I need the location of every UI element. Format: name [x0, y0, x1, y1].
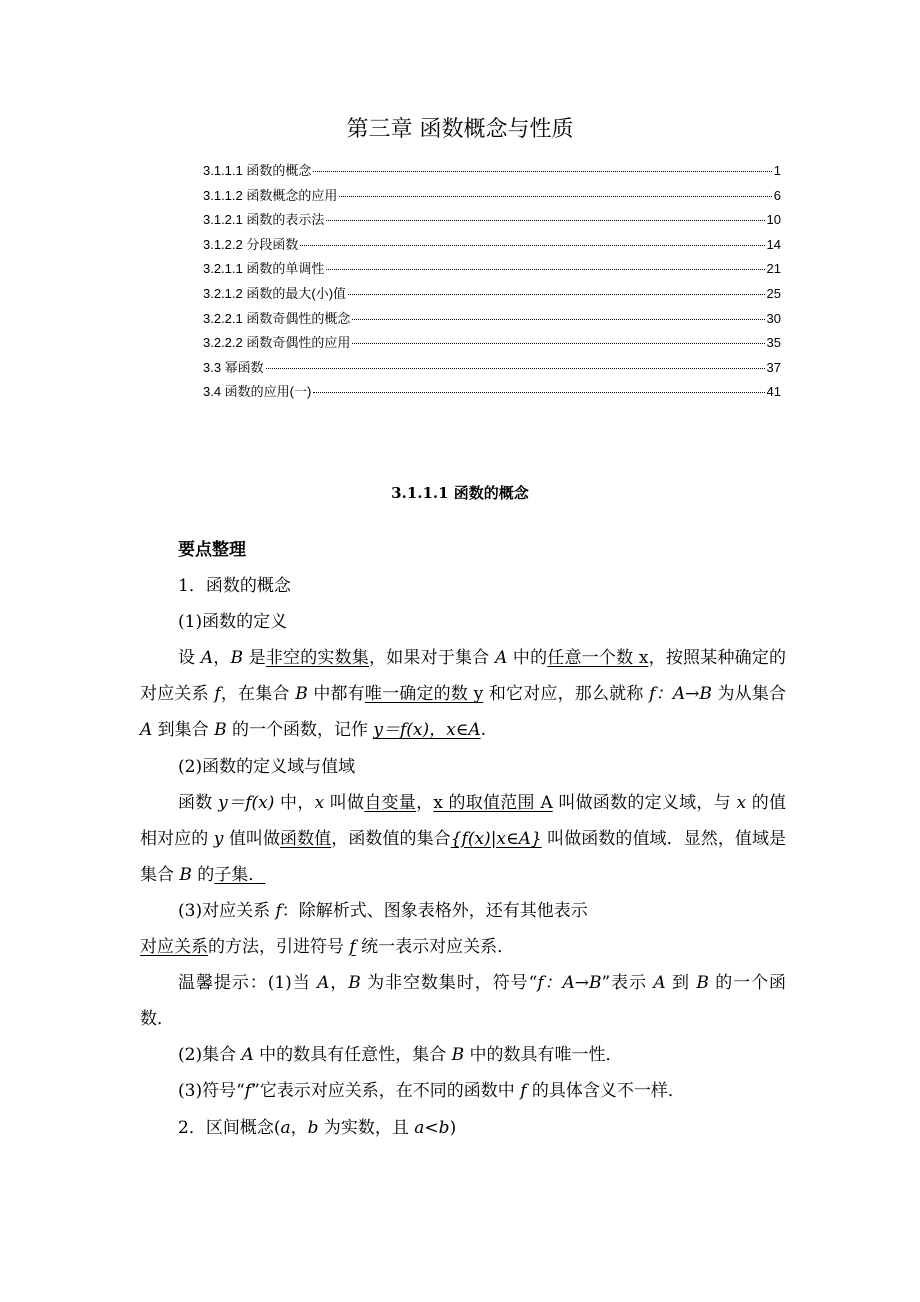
- underlined-term: 函数值: [280, 828, 332, 849]
- underlined-term: {f(x)|x∈A}: [450, 828, 542, 849]
- toc-leader-dots: [339, 196, 771, 197]
- chapter-title: 第三章 函数概念与性质: [346, 117, 574, 142]
- math-symbol: f: [275, 900, 282, 921]
- section-heading: [140, 532, 786, 568]
- text-run: 1．函数的概念: [178, 576, 291, 597]
- text-run: 叫做函数的值域．显然，值域是集合: [140, 828, 787, 885]
- toc-entry-label: 3.2.2.1 函数奇偶性的概念: [203, 310, 351, 326]
- text-run: 要点整理: [178, 540, 246, 560]
- toc-page-number: 37: [766, 359, 781, 375]
- text-run: (2)函数的定义域与值域: [178, 756, 356, 777]
- text-run: ，在集合: [220, 684, 296, 705]
- underlined-term: 对应关系: [140, 937, 208, 958]
- math-symbol: B: [179, 864, 192, 885]
- math-symbol: A: [200, 648, 214, 669]
- toc-page-number: 14: [766, 236, 781, 252]
- text-run: 中的数具有任意性，集合: [253, 1045, 452, 1066]
- text-run: 为从集合: [711, 684, 787, 705]
- toc-entry[interactable]: [203, 381, 781, 406]
- text-run: 是: [243, 648, 266, 669]
- toc-entry-label: 3.4 函数的应用(一): [203, 384, 312, 400]
- toc-leader-dots: [326, 269, 764, 270]
- toc-page-number: 21: [766, 261, 781, 277]
- toc-entry[interactable]: [203, 332, 781, 357]
- text-run: ，: [213, 648, 231, 669]
- toc-entry-label: 3.1.1.1 函数的概念: [203, 163, 312, 178]
- text-run: (1)函数的定义: [178, 612, 288, 633]
- toc-page-number: 1: [773, 163, 781, 178]
- paragraph: [140, 1037, 786, 1073]
- text-run: 中的: [507, 648, 548, 669]
- underlined-term: x 的取值范围 A: [433, 792, 553, 813]
- math-symbol: f: [244, 1081, 252, 1102]
- text-run: ”它表示对应关系，在不同的函数中: [251, 1081, 521, 1102]
- math-symbol: x: [314, 792, 325, 813]
- math-symbol: A: [653, 973, 666, 994]
- text-run: 的值相对应的: [140, 792, 787, 849]
- toc-entry[interactable]: [203, 209, 781, 234]
- text-run: 中，: [274, 792, 315, 813]
- toc-page-number: 25: [766, 285, 781, 301]
- math-symbol: b: [307, 1117, 319, 1138]
- text-run: ，如果对于集合: [369, 648, 495, 669]
- text-run: (3)符号“: [178, 1081, 245, 1102]
- table-of-contents: [203, 160, 781, 406]
- toc-page-number: 30: [766, 310, 781, 326]
- toc-leader-dots: [300, 245, 764, 246]
- toc-leader-dots: [352, 319, 764, 320]
- text-run: ，按照某种确定的对应关系: [140, 648, 787, 705]
- underlined-term: 唯一确定的数 y: [364, 684, 484, 705]
- toc-entry-label: 3.3 幂函数: [203, 359, 264, 375]
- paragraph: [140, 1073, 786, 1109]
- text-run: ，函数值的集合: [331, 828, 451, 849]
- math-symbol: x: [736, 792, 747, 813]
- toc-entry-label: 3.2.1.2 函数的最大(小)值: [203, 285, 347, 301]
- text-run: 的一个函数，记作: [226, 720, 374, 741]
- math-symbol: B: [451, 1045, 465, 1066]
- text-run: 和它对应，那么就称: [483, 684, 650, 705]
- text-run: (2)集合: [178, 1045, 242, 1066]
- text-run: 叫做函数的定义域，与: [552, 792, 737, 813]
- math-symbol: A: [317, 973, 330, 994]
- text-run: 值叫做: [223, 828, 281, 849]
- text-run: 温馨提示：(1)当: [178, 973, 318, 994]
- paragraph: [140, 568, 786, 604]
- math-symbol: y: [213, 828, 224, 849]
- math-symbol: B: [348, 973, 361, 994]
- text-run: 的方法，引进符号: [208, 937, 350, 958]
- toc-entry-label: 3.1.2.2 分段函数: [203, 236, 299, 252]
- toc-entry[interactable]: [203, 283, 781, 308]
- toc-page-number: 6: [773, 187, 781, 203]
- text-run: 2．区间概念(: [178, 1117, 281, 1138]
- math-symbol: B: [230, 648, 243, 669]
- math-symbol: f: [649, 684, 656, 705]
- toc-entry[interactable]: [203, 160, 781, 185]
- toc-leader-dots: [326, 220, 764, 221]
- document-body: [140, 532, 786, 1146]
- toc-leader-dots: [313, 171, 771, 172]
- math-symbol: f: [520, 1081, 527, 1102]
- paragraph: [140, 785, 786, 893]
- math-symbol: B: [214, 720, 227, 741]
- paragraph: [140, 929, 786, 965]
- text-run: ，: [416, 792, 434, 813]
- toc-page-number: 35: [766, 335, 781, 351]
- text-run: 为非空数集时，符号“: [360, 973, 538, 994]
- math-symbol: A: [140, 720, 153, 741]
- math-symbol: B: [696, 973, 709, 994]
- text-run: 的一个函数．: [140, 973, 787, 1030]
- text-run: (3)对应关系: [178, 900, 276, 921]
- math-symbol: A: [241, 1045, 254, 1066]
- text-run: 设: [178, 648, 201, 669]
- toc-leader-dots: [313, 392, 764, 393]
- text-run: ：除解析式、图象表格外，还有其他表示: [281, 900, 588, 921]
- toc-entry[interactable]: [203, 308, 781, 333]
- math-symbol: f：A→B: [537, 973, 602, 994]
- math-symbol: B: [295, 684, 308, 705]
- math-symbol: a<b: [414, 1117, 450, 1138]
- math-symbol: y＝f(x): [218, 792, 275, 813]
- text-run: 叫做: [324, 792, 365, 813]
- text-run: 中的数具有唯一性．: [464, 1045, 623, 1066]
- underlined-term: 任意一个数 x: [547, 648, 649, 669]
- toc-entry[interactable]: [203, 258, 781, 283]
- text-run: 到: [665, 973, 697, 994]
- paragraph: [140, 893, 786, 929]
- section-title: 3.1.1.1 函数的概念: [391, 484, 529, 502]
- text-run: ，: [329, 973, 349, 994]
- text-run: 的具体含义不一样．: [526, 1081, 685, 1102]
- paragraph: [140, 965, 786, 1037]
- text-run: 中都有: [307, 684, 365, 705]
- text-run: 到集合: [152, 720, 215, 741]
- toc-entry-label: 3.1.1.2 函数概念的应用: [203, 187, 338, 203]
- toc-page-number: 41: [766, 384, 781, 400]
- math-symbol: A: [495, 648, 508, 669]
- toc-entry-label: 3.2.1.1 函数的单调性: [203, 261, 325, 277]
- toc-entry[interactable]: [203, 234, 781, 259]
- text-run: 函数: [178, 792, 219, 813]
- paragraph: [140, 1110, 786, 1146]
- math-symbol: ：A→B: [655, 684, 712, 705]
- underlined-term: f: [349, 937, 356, 958]
- text-run: ): [449, 1117, 457, 1138]
- text-run: 统一表示对应关系．: [355, 937, 515, 958]
- underlined-term: 非空的实数集: [265, 648, 369, 669]
- toc-entry[interactable]: [203, 357, 781, 382]
- paragraph: [140, 749, 786, 785]
- underlined-term: 自变量: [364, 792, 417, 813]
- text-run: ”表示: [601, 973, 654, 994]
- toc-leader-dots: [348, 294, 765, 295]
- underlined-term: y＝f(x)，x∈A: [373, 720, 481, 741]
- toc-entry-label: 3.2.2.2 函数奇偶性的应用: [203, 335, 351, 351]
- toc-leader-dots: [266, 368, 765, 369]
- text-run: .: [480, 720, 487, 741]
- paragraph: [140, 640, 786, 748]
- toc-page-number: 10: [766, 212, 781, 228]
- toc-leader-dots: [352, 343, 764, 344]
- text-run: 的: [191, 864, 215, 885]
- underlined-term: 子集．: [214, 864, 266, 885]
- math-symbol: a: [280, 1117, 291, 1138]
- math-symbol: f: [214, 684, 221, 705]
- toc-entry-label: 3.1.2.1 函数的表示法: [203, 212, 325, 228]
- text-run: ，: [290, 1117, 308, 1138]
- toc-entry[interactable]: [203, 185, 781, 210]
- paragraph: [140, 604, 786, 640]
- text-run: 为实数，且: [318, 1117, 415, 1138]
